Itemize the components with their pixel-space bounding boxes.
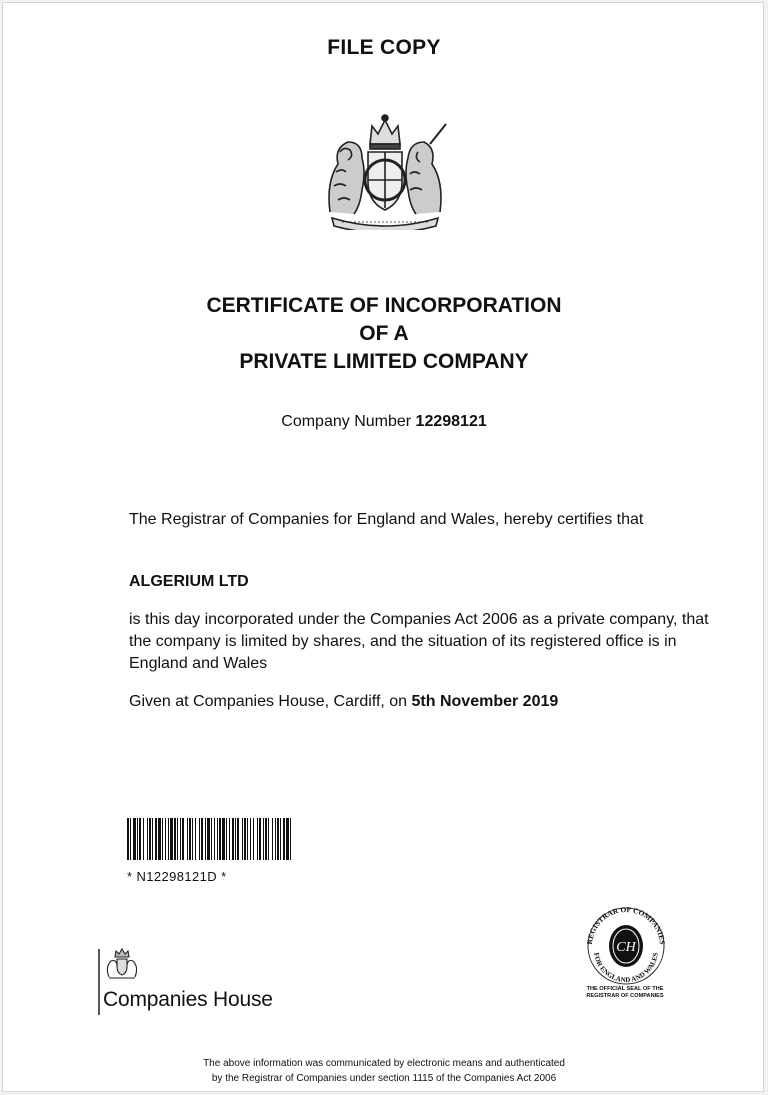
seal-ring-text-bottom: FOR ENGLAND AND WALES [592,952,660,985]
barcode-bar [286,818,289,860]
barcode-bar [268,818,269,860]
barcode-bar [272,818,273,860]
barcode-bar [139,818,141,860]
barcode-bar [143,818,144,860]
registrar-statement: The Registrar of Companies for England and Wales, hereby certifies that [129,511,644,528]
barcode-bar [277,818,279,860]
barcode-bar [162,818,163,860]
footer-note [0,1056,768,1086]
seal-caption-line-1: THE OFFICIAL SEAL OF THE [586,986,664,992]
barcode-bar [237,818,239,860]
certificate-title [0,292,768,376]
barcode-bar [133,818,136,860]
barcode-bar [152,818,153,860]
official-seal-icon [578,906,674,986]
barcode [127,818,407,860]
barcode-bar [217,818,218,860]
barcode-bar [207,818,210,860]
barcode-bar [211,818,212,860]
barcode-bar [170,818,173,860]
seal-ring-text: REGISTRAR OF COMPANIES [584,906,668,945]
barcode-bar [257,818,258,860]
barcode-bar [214,818,215,860]
seal-caption [560,986,690,1000]
companies-house-logo-text: Companies House [103,988,273,1011]
barcode-text: * N12298121D * [127,869,227,884]
barcode-bar [147,818,148,860]
barcode-bar [177,818,178,860]
company-number-value: 12298121 [415,413,487,430]
barcode-bar [195,818,196,860]
royal-coat-of-arms-icon [318,112,452,230]
barcode-bar [265,818,267,860]
barcode-bar [189,818,191,860]
barcode-bar [205,818,206,860]
given-at-text: Given at Companies House, Cardiff, on [129,693,408,710]
barcode-bar [180,818,181,860]
seal-initials: CH [616,940,636,955]
barcode-bar [137,818,138,860]
barcode-bar [219,818,221,860]
barcode-bar [149,818,151,860]
barcode-bar [235,818,236,860]
barcode-bar [263,818,264,860]
footer-line-1: The above information was communicated by electronic means and authenticated [203,1058,565,1069]
barcode-bar [242,818,243,860]
company-number-label: Company Number [281,413,412,430]
barcode-bar [259,818,261,860]
title-line-2: OF A [359,322,409,345]
barcode-bar [290,818,291,860]
barcode-bar [283,818,285,860]
barcode-bar [182,818,184,860]
barcode-bar [244,818,246,860]
barcode-bar [155,818,157,860]
barcode-bar [250,818,251,860]
barcode-bar [280,818,281,860]
title-line-1: CERTIFICATE OF INCORPORATION [206,294,562,317]
barcode-bar [130,818,131,860]
barcode-bar [165,818,166,860]
incorporation-statement: is this day incorporated under the Companies Act 2006 as a private company, that the company is limited by shares, and the situation of its registered office is in England and Wales [129,611,709,672]
barcode-bar [253,818,254,860]
barcode-bar [275,818,276,860]
file-copy-heading: FILE COPY [327,36,441,59]
barcode-bar [199,818,200,860]
seal-caption-line-2: REGISTRAR OF COMPANIES [586,993,664,999]
barcode-bar [247,818,248,860]
barcode-bar [192,818,193,860]
barcode-bar [201,818,203,860]
barcode-bar [174,818,176,860]
incorporation-date: 5th November 2019 [411,693,559,710]
footer-line-2: by the Registrar of Companies under section 1115 of the Companies Act 2006 [211,1073,557,1084]
barcode-bar [158,818,161,860]
barcode-bar [232,818,234,860]
company-name: ALGERIUM LTD [129,573,249,590]
given-at-line [129,691,709,713]
title-line-3: PRIVATE LIMITED COMPANY [239,350,529,373]
barcode-bar [229,818,230,860]
company-number-line [0,413,768,431]
barcode-bar [187,818,188,860]
barcode-bar [222,818,225,860]
barcode-bar [127,818,129,860]
barcode-bar [226,818,227,860]
barcode-bar [168,818,169,860]
